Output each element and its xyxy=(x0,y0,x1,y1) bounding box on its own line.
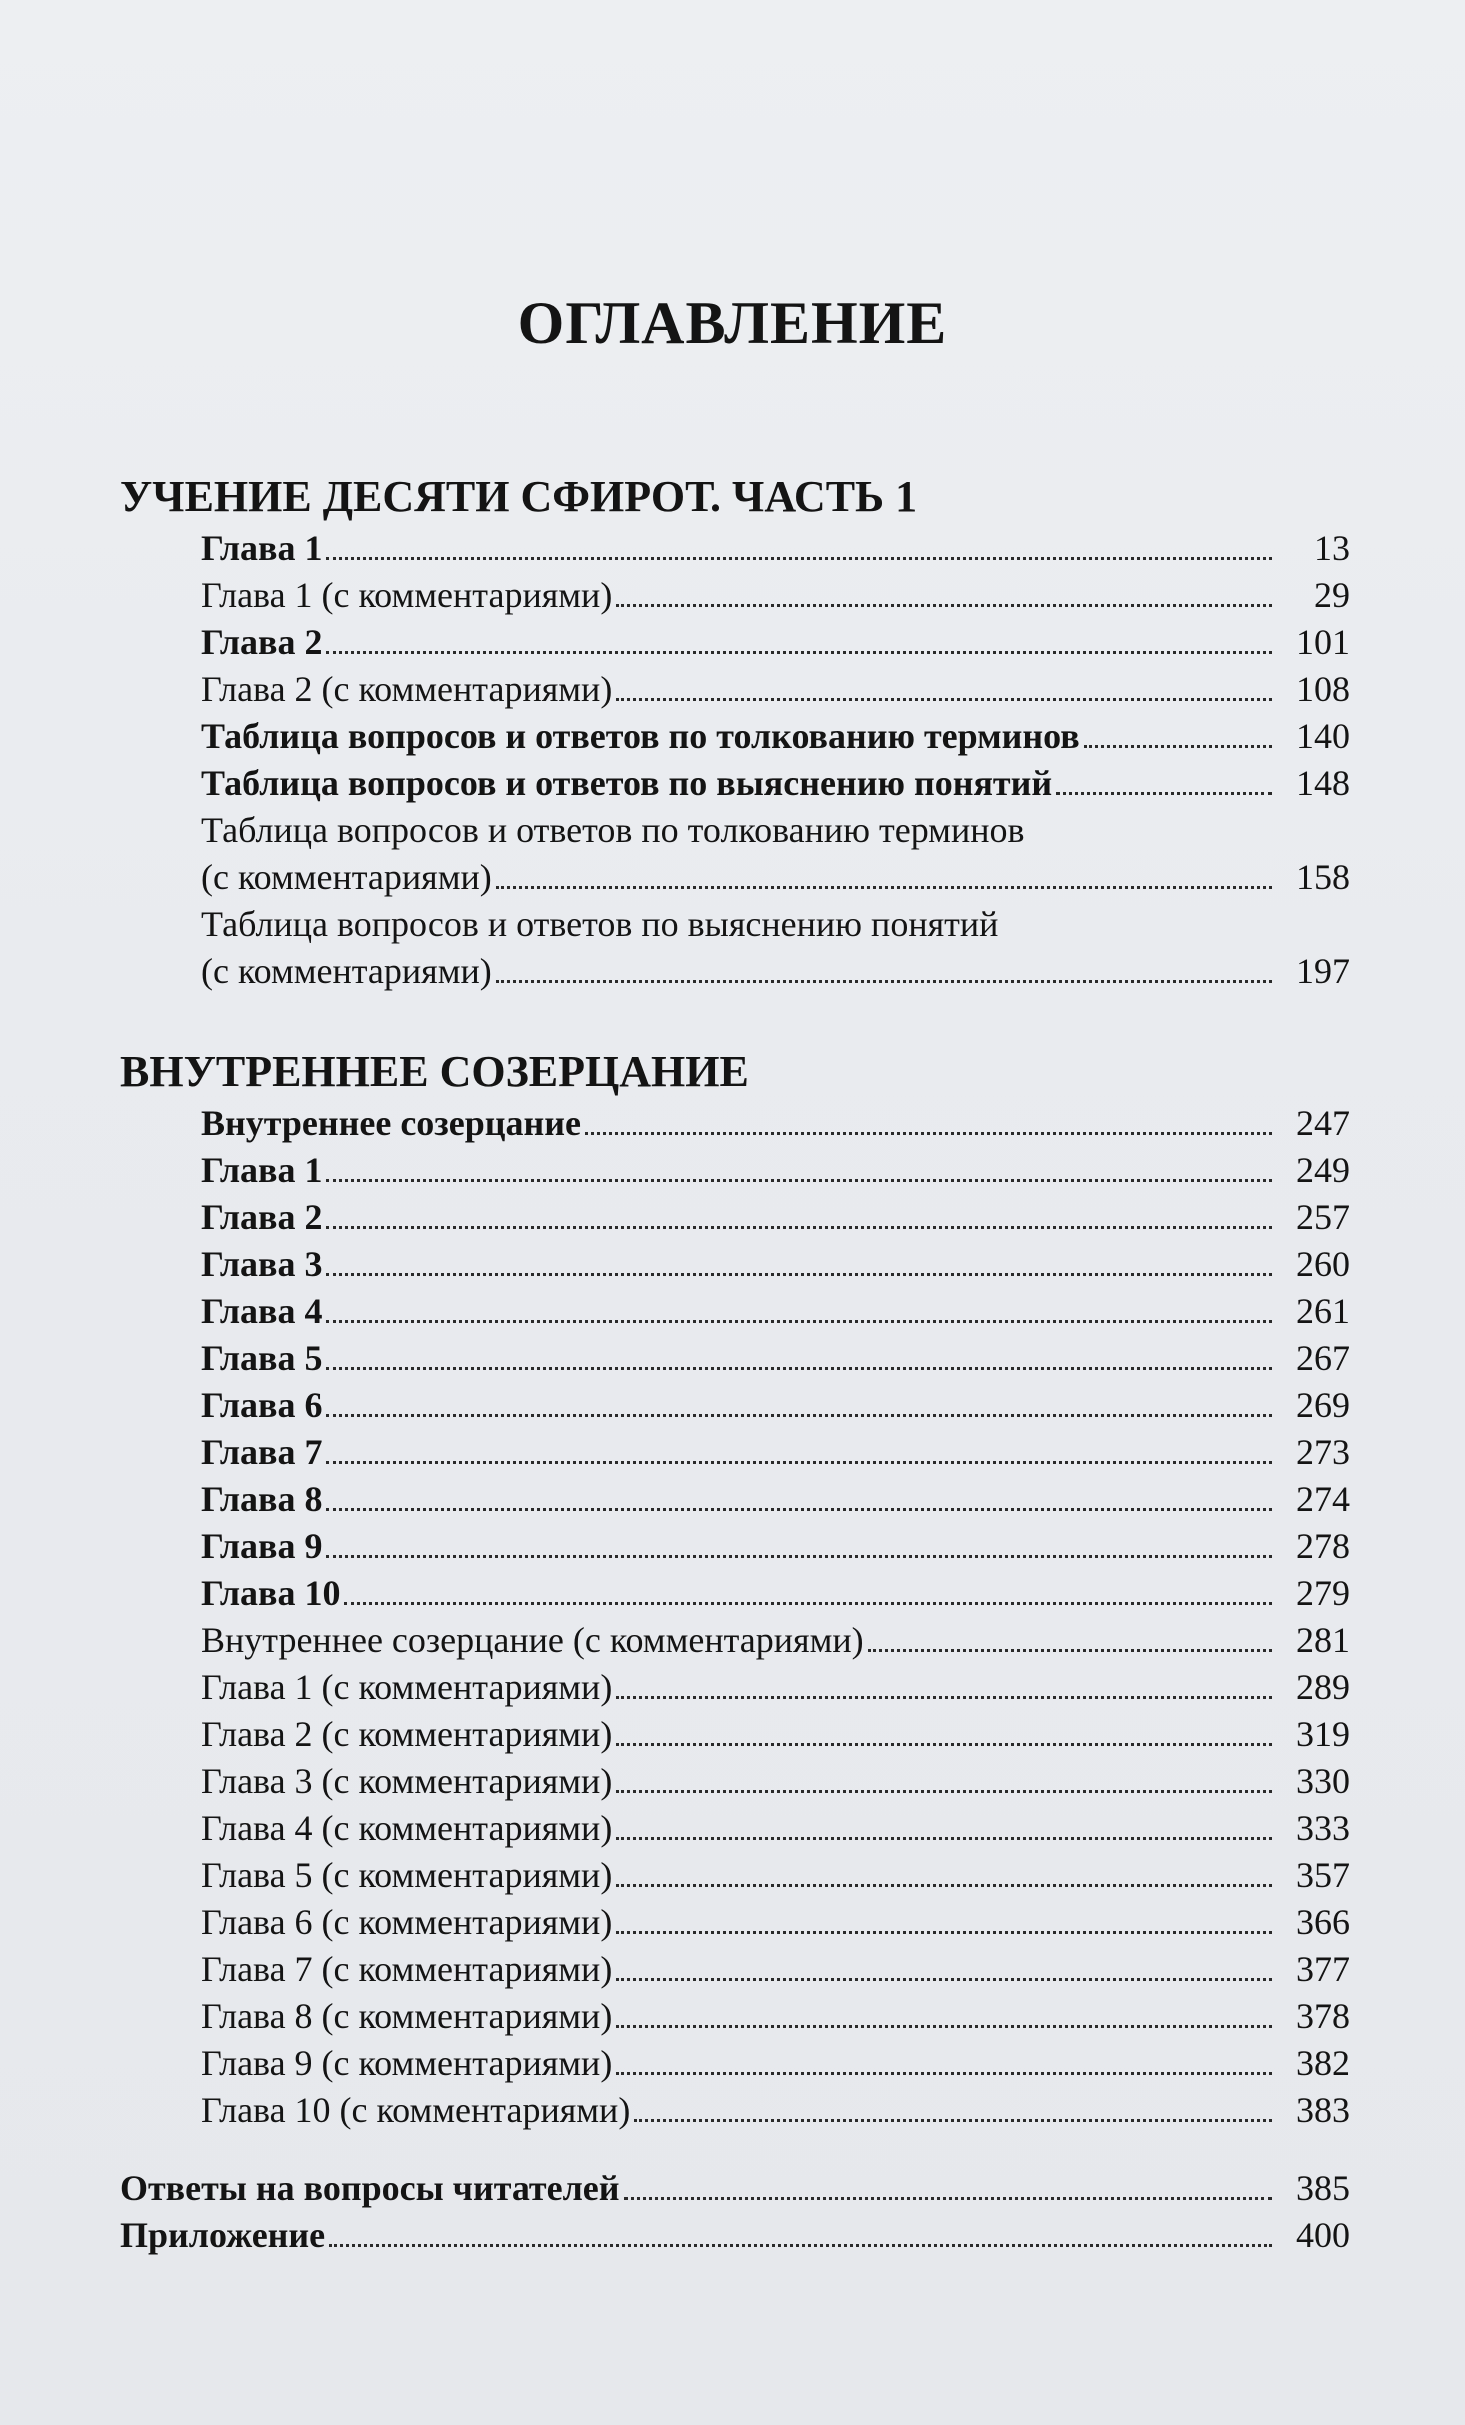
toc-entry[interactable] xyxy=(120,1617,1350,1664)
toc-entry[interactable] xyxy=(120,1288,1350,1335)
entry-label: Глава 2 (с комментариями) xyxy=(201,669,613,709)
section-title: ВНУТРЕННЕЕ СОЗЕРЦАНИЕ xyxy=(120,1047,749,1096)
toc-entry[interactable] xyxy=(120,1899,1350,1946)
dot-leader xyxy=(868,1648,1272,1652)
toc-entry[interactable] xyxy=(120,1711,1350,1758)
entry-label: Глава 1 xyxy=(201,1150,323,1190)
toc-entry[interactable] xyxy=(120,807,1350,901)
toc-entry[interactable] xyxy=(120,1335,1350,1382)
entry-label: Глава 4 xyxy=(201,1291,323,1331)
entry-label: Глава 3 xyxy=(201,1244,323,1284)
dot-leader xyxy=(616,1836,1272,1840)
toc-entry[interactable] xyxy=(120,1476,1350,1523)
dot-leader xyxy=(326,1507,1272,1511)
page-number: 385 xyxy=(1296,2168,1350,2208)
page-title: ОГЛАВЛЕНИЕ xyxy=(517,290,948,356)
toc-section-2 xyxy=(120,1047,1350,2134)
page-number: 260 xyxy=(1296,1244,1350,1284)
page-number: 29 xyxy=(1314,575,1350,615)
page-number: 366 xyxy=(1296,1902,1350,1942)
entry-label: Внутреннее созерцание (с комментариями) xyxy=(201,1620,864,1660)
dot-leader xyxy=(616,1695,1272,1699)
toc-entry[interactable] xyxy=(120,1664,1350,1711)
toc-entry[interactable] xyxy=(120,1852,1350,1899)
toc-entry[interactable] xyxy=(120,1429,1350,1476)
page-number: 383 xyxy=(1296,2090,1350,2130)
dot-leader xyxy=(616,1977,1272,1981)
entry-label: Глава 10 (с комментариями) xyxy=(201,2090,631,2130)
entry-label: Глава 1 (с комментариями) xyxy=(201,1667,613,1707)
entry-label: Глава 8 (с комментариями) xyxy=(201,1996,613,2036)
page-number: 140 xyxy=(1296,716,1350,756)
entry-label: Глава 4 (с комментариями) xyxy=(201,1808,613,1848)
dot-leader xyxy=(616,2071,1272,2075)
dot-leader xyxy=(326,1225,1272,1229)
page-number: 261 xyxy=(1296,1291,1350,1331)
dot-leader xyxy=(326,1554,1272,1558)
toc-entry[interactable] xyxy=(120,760,1350,807)
dot-leader xyxy=(616,1930,1272,1934)
dot-leader xyxy=(1084,744,1272,748)
toc-entry[interactable] xyxy=(120,2212,1350,2259)
dot-leader xyxy=(326,1319,1272,1323)
page-number: 382 xyxy=(1296,2043,1350,2083)
dot-leader xyxy=(1056,791,1272,795)
page-number: 249 xyxy=(1296,1150,1350,1190)
toc-entry[interactable] xyxy=(120,1100,1350,1147)
entry-label: Глава 10 xyxy=(201,1573,341,1613)
entry-label: Глава 5 (с комментариями) xyxy=(201,1855,613,1895)
toc-entry[interactable] xyxy=(120,1523,1350,1570)
page-number: 278 xyxy=(1296,1526,1350,1566)
toc-entry[interactable] xyxy=(120,1241,1350,1288)
entry-label: Внутреннее созерцание xyxy=(201,1103,581,1143)
page-number: 158 xyxy=(1296,857,1350,897)
dot-leader xyxy=(329,2243,1272,2247)
entry-label: Глава 8 xyxy=(201,1479,323,1519)
entry-label: Глава 2 xyxy=(201,1197,323,1237)
toc-entry[interactable] xyxy=(120,619,1350,666)
page-number: 357 xyxy=(1296,1855,1350,1895)
dot-leader xyxy=(585,1131,1272,1135)
toc-entry[interactable] xyxy=(120,1946,1350,1993)
dot-leader xyxy=(496,885,1272,889)
dot-leader xyxy=(326,1460,1272,1464)
dot-leader xyxy=(616,603,1272,607)
dot-leader xyxy=(616,1883,1272,1887)
dot-leader xyxy=(326,1413,1272,1417)
page-number: 289 xyxy=(1296,1667,1350,1707)
dot-leader xyxy=(616,2024,1272,2028)
page-number: 148 xyxy=(1296,763,1350,803)
entry-label: Глава 2 xyxy=(201,622,323,662)
page-number: 197 xyxy=(1296,951,1350,991)
toc-entry[interactable] xyxy=(120,1147,1350,1194)
entry-label: Таблица вопросов и ответов по выяснению понятий xyxy=(201,763,1053,803)
entry-label: Ответы на вопросы читателей xyxy=(120,2168,620,2208)
entry-label-line2: (с комментариями) xyxy=(201,951,492,991)
page-number: 333 xyxy=(1296,1808,1350,1848)
page-number: 108 xyxy=(1296,669,1350,709)
page-number: 267 xyxy=(1296,1338,1350,1378)
entry-label: Таблица вопросов и ответов по толкованию терминов xyxy=(201,716,1080,756)
entry-label: Глава 1 xyxy=(201,528,323,568)
toc-entry[interactable] xyxy=(120,901,1350,995)
page-number: 274 xyxy=(1296,1479,1350,1519)
page-number: 257 xyxy=(1296,1197,1350,1237)
entry-label: Глава 9 (с комментариями) xyxy=(201,2043,613,2083)
entry-label: Глава 7 (с комментариями) xyxy=(201,1949,613,1989)
toc-entry[interactable] xyxy=(120,1194,1350,1241)
dot-leader xyxy=(616,1789,1272,1793)
toc-section-1 xyxy=(120,472,1350,995)
toc-entry[interactable] xyxy=(120,2040,1350,2087)
toc-entry[interactable] xyxy=(120,713,1350,760)
page-number: 269 xyxy=(1296,1385,1350,1425)
toc-entry[interactable] xyxy=(120,2165,1350,2212)
toc-entry[interactable] xyxy=(120,1570,1350,1617)
page-number: 377 xyxy=(1296,1949,1350,1989)
dot-leader xyxy=(634,2118,1272,2122)
toc-entry[interactable] xyxy=(120,525,1350,572)
entry-label-line2: (с комментариями) xyxy=(201,857,492,897)
entry-label: Глава 3 (с комментариями) xyxy=(201,1761,613,1801)
toc-appendix xyxy=(120,2165,1350,2259)
page-number: 279 xyxy=(1296,1573,1350,1613)
entry-line2 xyxy=(201,854,1350,901)
dot-leader xyxy=(326,1178,1272,1182)
entry-label: Глава 2 (с комментариями) xyxy=(201,1714,613,1754)
toc-entry[interactable] xyxy=(120,1993,1350,2040)
dot-leader xyxy=(616,697,1272,701)
toc-entry[interactable] xyxy=(120,1382,1350,1429)
entry-label: Глава 6 (с комментариями) xyxy=(201,1902,613,1942)
page-number: 273 xyxy=(1296,1432,1350,1472)
page-number: 13 xyxy=(1314,528,1350,568)
toc-entry[interactable] xyxy=(120,1805,1350,1852)
page-number: 378 xyxy=(1296,1996,1350,2036)
entry-label: Глава 1 (с комментариями) xyxy=(201,575,613,615)
dot-leader xyxy=(326,1366,1272,1370)
section-title: УЧЕНИЕ ДЕСЯТИ СФИРОТ. ЧАСТЬ 1 xyxy=(120,472,918,521)
dot-leader xyxy=(496,979,1272,983)
entry-label: Глава 7 xyxy=(201,1432,323,1472)
page-number: 281 xyxy=(1296,1620,1350,1660)
dot-leader xyxy=(344,1601,1272,1605)
page-number: 101 xyxy=(1296,622,1350,662)
entry-label: Глава 9 xyxy=(201,1526,323,1566)
dot-leader xyxy=(326,650,1272,654)
dot-leader xyxy=(326,556,1272,560)
entry-label-line1: Таблица вопросов и ответов по выяснению понятий xyxy=(201,904,999,944)
entry-label-line1: Таблица вопросов и ответов по толкованию терминов xyxy=(201,810,1025,850)
toc-entry[interactable] xyxy=(120,666,1350,713)
page-number: 330 xyxy=(1296,1761,1350,1801)
entry-line2 xyxy=(201,948,1350,995)
toc-entry[interactable] xyxy=(120,1758,1350,1805)
dot-leader xyxy=(624,2196,1273,2200)
page-number: 319 xyxy=(1296,1714,1350,1754)
dot-leader xyxy=(616,1742,1272,1746)
entry-label: Глава 6 xyxy=(201,1385,323,1425)
page-number: 247 xyxy=(1296,1103,1350,1143)
entry-label: Приложение xyxy=(120,2215,326,2255)
entry-label: Глава 5 xyxy=(201,1338,323,1378)
page-number: 400 xyxy=(1296,2215,1350,2255)
dot-leader xyxy=(326,1272,1272,1276)
toc-entry[interactable] xyxy=(120,2087,1350,2134)
toc-entry[interactable] xyxy=(120,572,1350,619)
